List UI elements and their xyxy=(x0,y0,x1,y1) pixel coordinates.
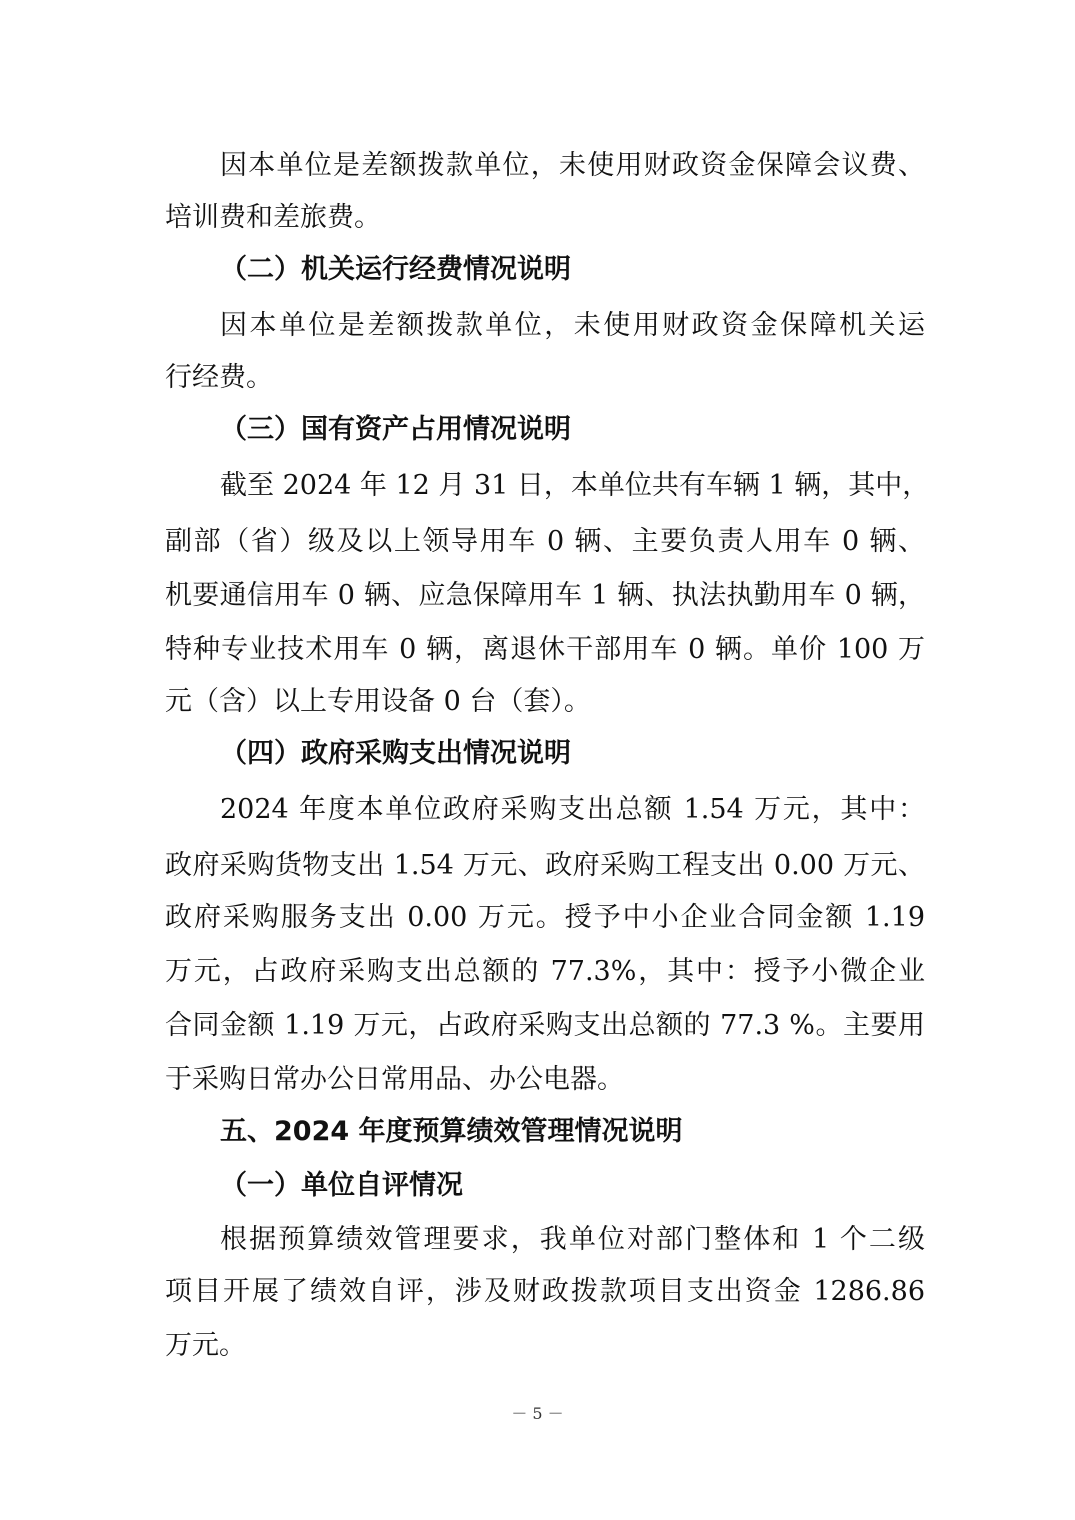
paragraph-line: 2024 年度本单位政府采购支出总额 1.54 万元，其中： xyxy=(220,794,925,825)
paragraph-line: 合同金额 1.19 万元，占政府采购支出总额的 77.3 %。主要用 xyxy=(165,1010,925,1041)
paragraph-line: 机要通信用车 0 辆、应急保障用车 1 辆、执法执勤用车 0 辆， xyxy=(165,580,925,611)
paragraph-line: 特种专业技术用车 0 辆，离退休干部用车 0 辆。单价 100 万 xyxy=(165,634,925,665)
paragraph-line: 因本单位是差额拨款单位，未使用财政资金保障会议费、 xyxy=(220,150,925,181)
paragraph-line: 元（含）以上专用设备 0 台（套）。 xyxy=(165,686,591,717)
paragraph-line: 于采购日常办公日常用品、办公电器。 xyxy=(165,1064,624,1095)
paragraph-line: 政府采购货物支出 1.54 万元、政府采购工程支出 0.00 万元、 xyxy=(165,850,925,881)
section-heading: （四）政府采购支出情况说明 xyxy=(220,738,571,769)
chapter-heading: 五、2024 年度预算绩效管理情况说明 xyxy=(220,1116,683,1147)
paragraph-line: 截至 2024 年 12 月 31 日，本单位共有车辆 1 辆，其中， xyxy=(220,470,930,501)
paragraph-line: 因本单位是差额拨款单位，未使用财政资金保障机关运 xyxy=(220,310,925,341)
paragraph-line: 万元，占政府采购支出总额的 77.3%，其中：授予小微企业 xyxy=(165,956,925,987)
page-number: － 5 － xyxy=(511,1404,564,1423)
section-heading: （二）机关运行经费情况说明 xyxy=(220,254,571,285)
paragraph-line: 万元。 xyxy=(165,1330,246,1361)
section-heading: （一）单位自评情况 xyxy=(220,1170,463,1201)
section-heading: （三）国有资产占用情况说明 xyxy=(220,414,571,445)
paragraph-line: 根据预算绩效管理要求，我单位对部门整体和 1 个二级 xyxy=(220,1224,925,1255)
paragraph-line: 行经费。 xyxy=(165,362,273,393)
paragraph-line: 副部（省）级及以上领导用车 0 辆、主要负责人用车 0 辆、 xyxy=(165,526,925,557)
paragraph-line: 政府采购服务支出 0.00 万元。授予中小企业合同金额 1.19 xyxy=(165,902,925,933)
paragraph-line: 项目开展了绩效自评，涉及财政拨款项目支出资金 1286.86 xyxy=(165,1276,925,1307)
paragraph-line: 培训费和差旅费。 xyxy=(165,202,381,233)
